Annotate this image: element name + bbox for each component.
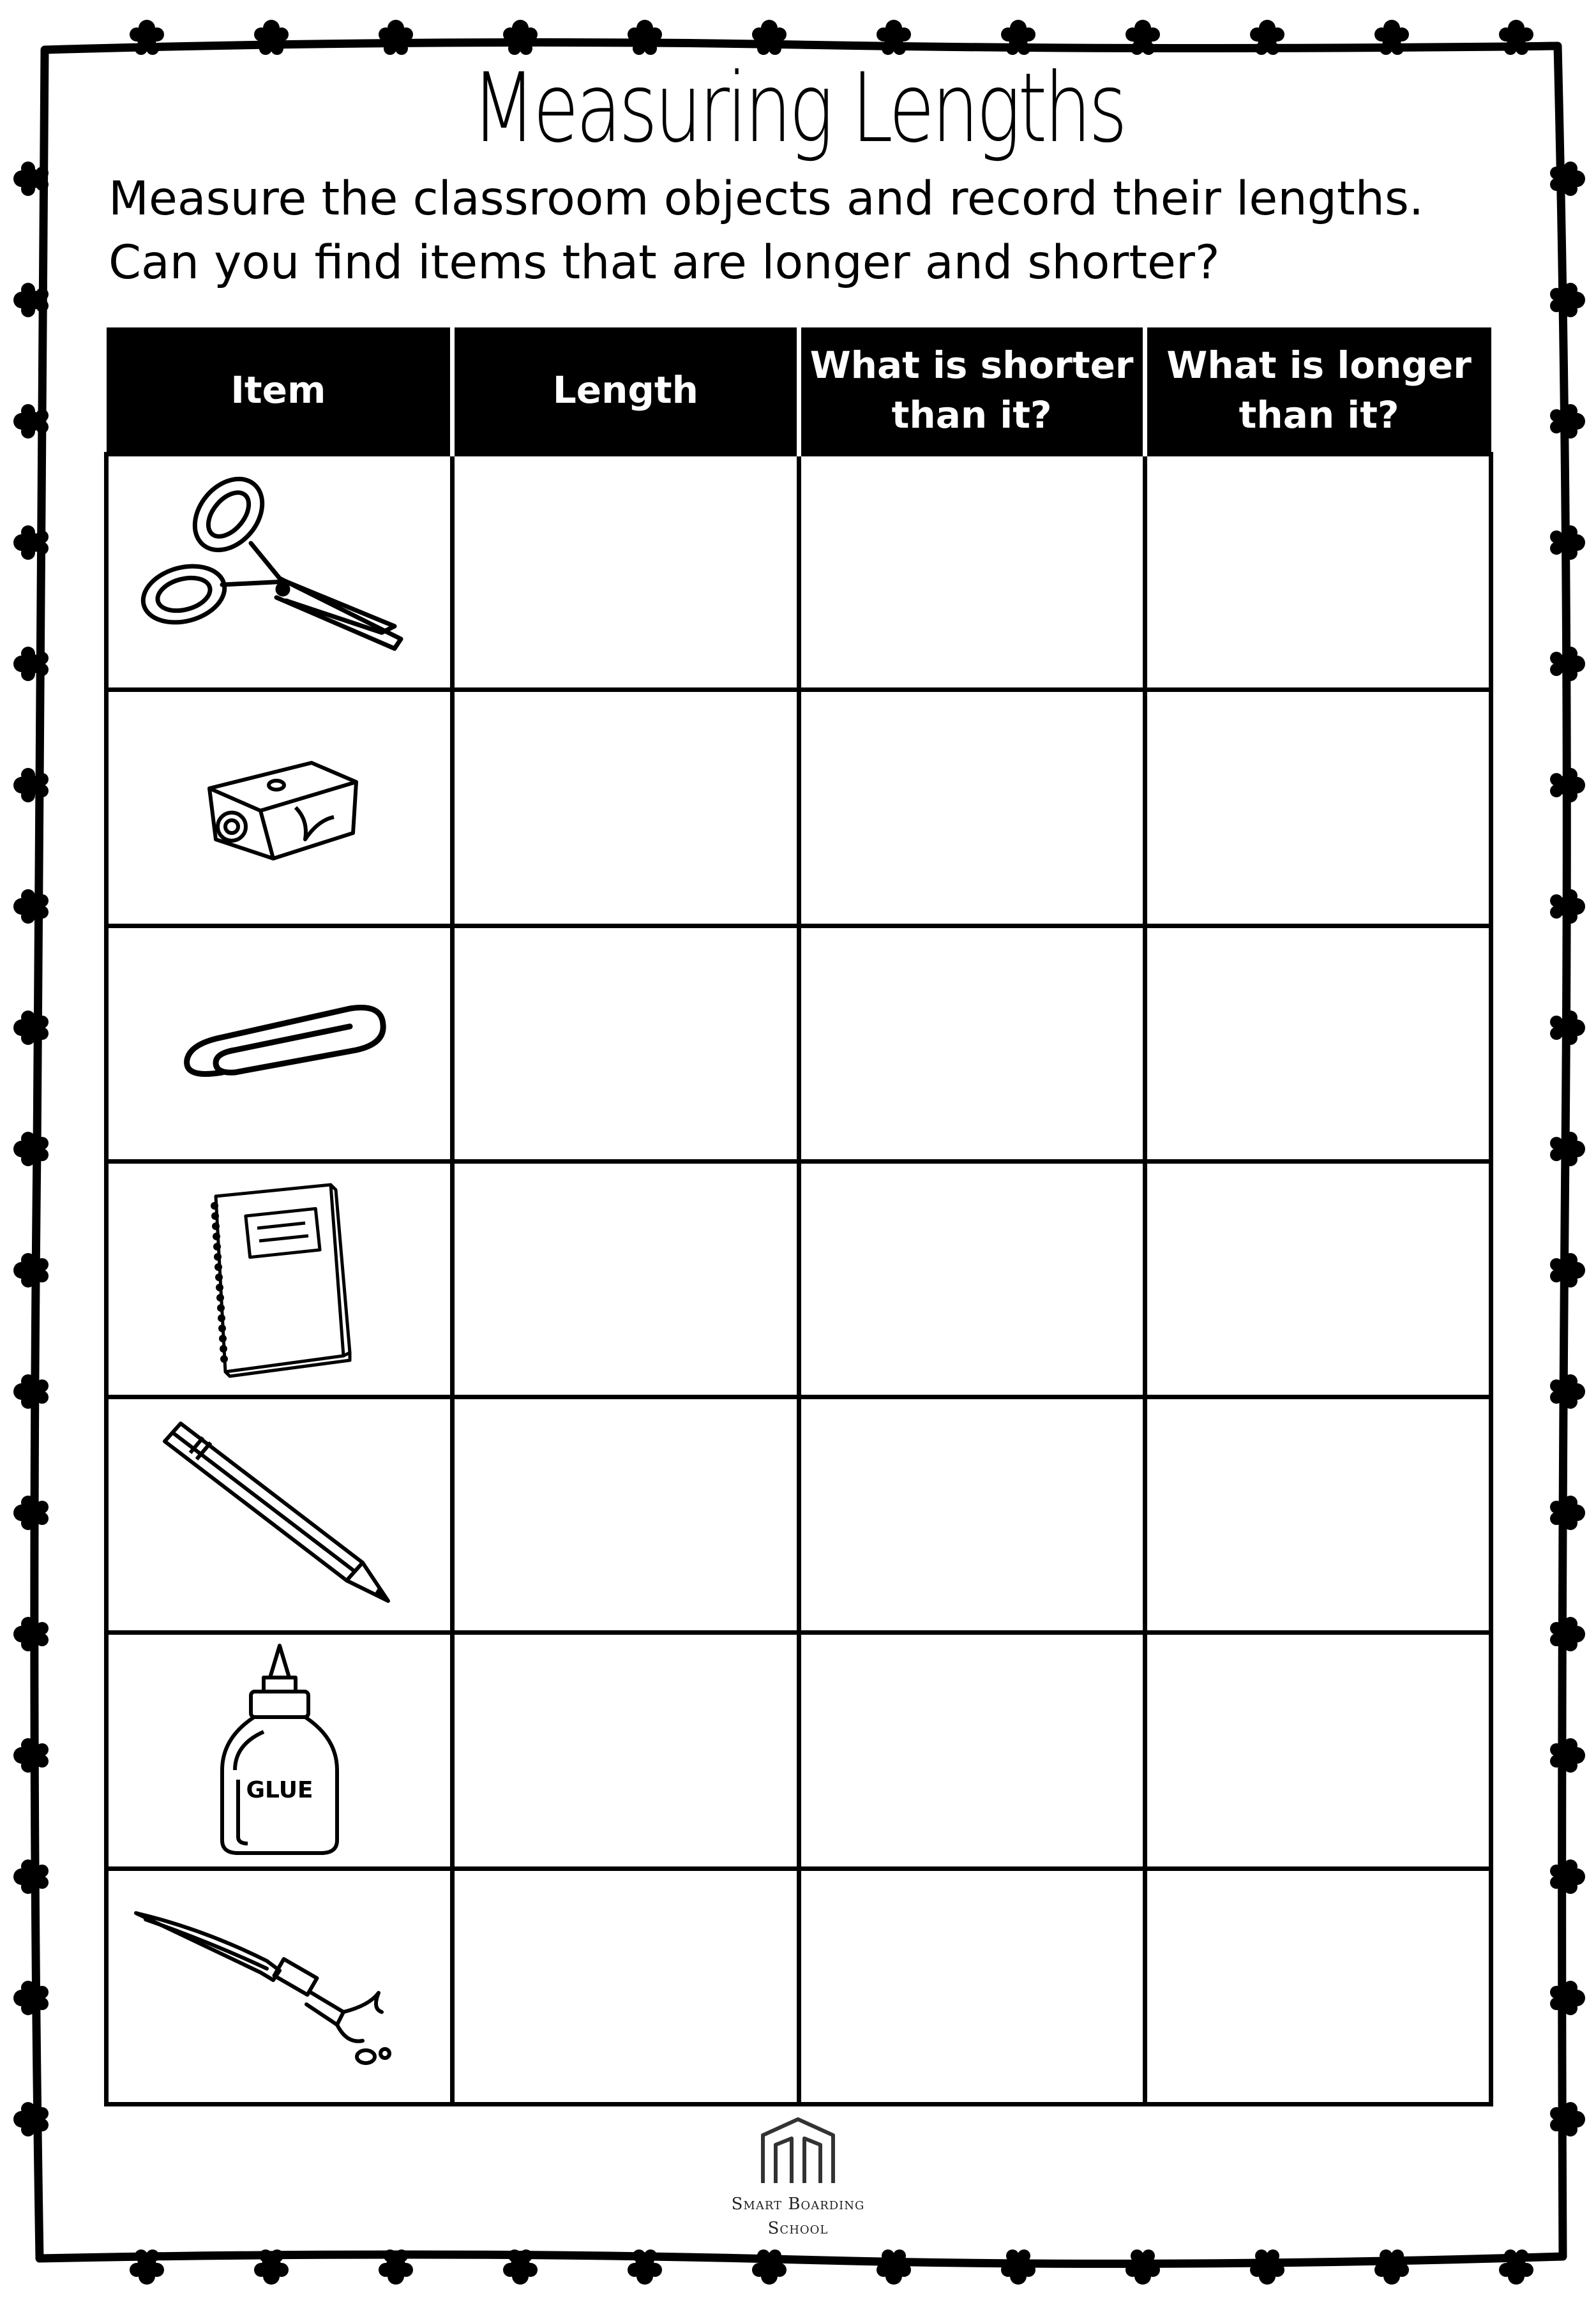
- length-cell[interactable]: [453, 1161, 799, 1397]
- instructions: [109, 167, 1513, 295]
- shorter-cell[interactable]: [799, 1397, 1145, 1633]
- border-flower: [1550, 1617, 1585, 1651]
- border-flower: [13, 1859, 49, 1894]
- border-flower: [254, 20, 289, 55]
- border-flower: [1550, 1496, 1585, 1530]
- border-flower: [1125, 2249, 1160, 2285]
- scissors-icon: [139, 467, 420, 677]
- longer-cell[interactable]: [1145, 1868, 1491, 2104]
- shorter-cell[interactable]: [799, 926, 1145, 1161]
- border-flower: [13, 889, 49, 924]
- border-flower: [13, 1132, 49, 1166]
- longer-cell[interactable]: [1145, 926, 1491, 1161]
- border-flower: [13, 1253, 49, 1288]
- length-cell[interactable]: [453, 454, 799, 690]
- border-flower: [1550, 1859, 1585, 1894]
- border-flower: [1550, 525, 1585, 560]
- measurement-table: [104, 327, 1493, 2106]
- longer-cell[interactable]: [1145, 1161, 1491, 1397]
- spiral-ring: [215, 1273, 223, 1281]
- spiral-ring: [216, 1294, 224, 1302]
- item-cell: [107, 1633, 453, 1868]
- length-cell[interactable]: [453, 1633, 799, 1868]
- glue-label: GLUE: [246, 1776, 313, 1803]
- length-cell[interactable]: [453, 926, 799, 1161]
- table-header-row: [107, 327, 1491, 454]
- header-length: Length: [453, 327, 799, 454]
- border-flower: [503, 20, 538, 55]
- length-cell[interactable]: [453, 1397, 799, 1633]
- length-cell[interactable]: [453, 1868, 799, 2104]
- page-title: Measuring Lengths: [471, 53, 1125, 164]
- border-flower: [13, 2102, 49, 2136]
- longer-cell[interactable]: [1145, 1633, 1491, 1868]
- border-flower: [13, 1738, 49, 1773]
- longer-cell[interactable]: [1145, 1397, 1491, 1633]
- item-cell: [107, 1868, 453, 2104]
- border-flower: [1550, 283, 1585, 317]
- border-flower: [1001, 2249, 1035, 2285]
- item-cell: [107, 454, 453, 690]
- header-item: Item: [107, 327, 453, 454]
- spiral-ring: [218, 1325, 226, 1332]
- longer-cell[interactable]: [1145, 454, 1491, 690]
- glue-bottle-icon: [203, 1642, 356, 1859]
- border-flower: [1550, 1253, 1585, 1288]
- length-cell[interactable]: [453, 690, 799, 926]
- item-cell: [107, 690, 453, 926]
- shorter-cell[interactable]: [799, 1868, 1145, 2104]
- border-flower: [1550, 1010, 1585, 1045]
- border-flower: [1550, 161, 1585, 196]
- spiral-ring: [213, 1233, 220, 1240]
- border-flower: [13, 1010, 49, 1045]
- shorter-cell[interactable]: [799, 1161, 1145, 1397]
- border-flower: [13, 1496, 49, 1530]
- pencil-icon: [152, 1416, 407, 1614]
- border-flower: [1250, 2249, 1284, 2285]
- paper-clip-icon: [165, 989, 395, 1098]
- border-flower: [1550, 1132, 1585, 1166]
- spiral-ring: [213, 1243, 221, 1250]
- table-row: [107, 690, 1491, 926]
- paintbrush-icon: [126, 1897, 433, 2076]
- longer-cell[interactable]: [1145, 690, 1491, 926]
- table-row: [107, 1397, 1491, 1633]
- border-flower: [1550, 404, 1585, 439]
- border-flower: [1550, 647, 1585, 681]
- shorter-cell[interactable]: [799, 690, 1145, 926]
- border-flower: [379, 20, 413, 55]
- logo-line-1: Smart Boarding: [731, 2195, 865, 2214]
- table-row: [107, 454, 1491, 690]
- border-flower: [1550, 1374, 1585, 1409]
- spiral-ring: [212, 1222, 220, 1230]
- border-flower: [1550, 2102, 1585, 2136]
- shorter-cell[interactable]: [799, 1633, 1145, 1868]
- shorter-cell[interactable]: [799, 454, 1145, 690]
- spiral-ring: [214, 1253, 222, 1261]
- instructions-line-1: Measure the classroom objects and record their lengths.: [109, 172, 1424, 226]
- notebook-icon: [190, 1177, 369, 1381]
- spiral-ring: [218, 1314, 225, 1322]
- border-flower: [1550, 768, 1585, 802]
- header-shorter: What is shorter than it?: [799, 327, 1145, 454]
- spiral-ring: [217, 1304, 225, 1312]
- school-logo: [702, 2113, 894, 2241]
- spiral-ring: [211, 1212, 219, 1220]
- border-flower: [1374, 2249, 1409, 2285]
- table-row: [107, 1633, 1491, 1868]
- instructions-line-2: Can you find items that are longer and shorter?: [109, 236, 1220, 290]
- spiral-ring: [220, 1345, 227, 1353]
- table-row: [107, 1868, 1491, 2104]
- item-cell: [107, 1397, 453, 1633]
- school-building-icon: [753, 2113, 843, 2189]
- spiral-ring: [215, 1263, 222, 1271]
- border-flower: [13, 1981, 49, 2015]
- border-flower: [1550, 889, 1585, 924]
- border-flower: [13, 1617, 49, 1651]
- spiral-ring: [219, 1335, 227, 1342]
- border-flower: [1550, 1981, 1585, 2015]
- header-longer: What is longer than it?: [1145, 327, 1491, 454]
- border-flower: [1550, 1738, 1585, 1773]
- spiral-ring: [220, 1355, 228, 1363]
- item-cell: [107, 926, 453, 1161]
- border-flower: [752, 20, 787, 55]
- spiral-ring: [216, 1284, 223, 1291]
- border-flower: [628, 20, 662, 55]
- border-flower: [877, 2249, 911, 2285]
- table-row: [107, 1161, 1491, 1397]
- pencil-sharpener-icon: [184, 737, 375, 878]
- item-cell: [107, 1161, 453, 1397]
- spiral-ring: [211, 1202, 218, 1210]
- table-row: [107, 926, 1491, 1161]
- border-flower: [13, 1374, 49, 1409]
- logo-line-2: School: [767, 2219, 829, 2238]
